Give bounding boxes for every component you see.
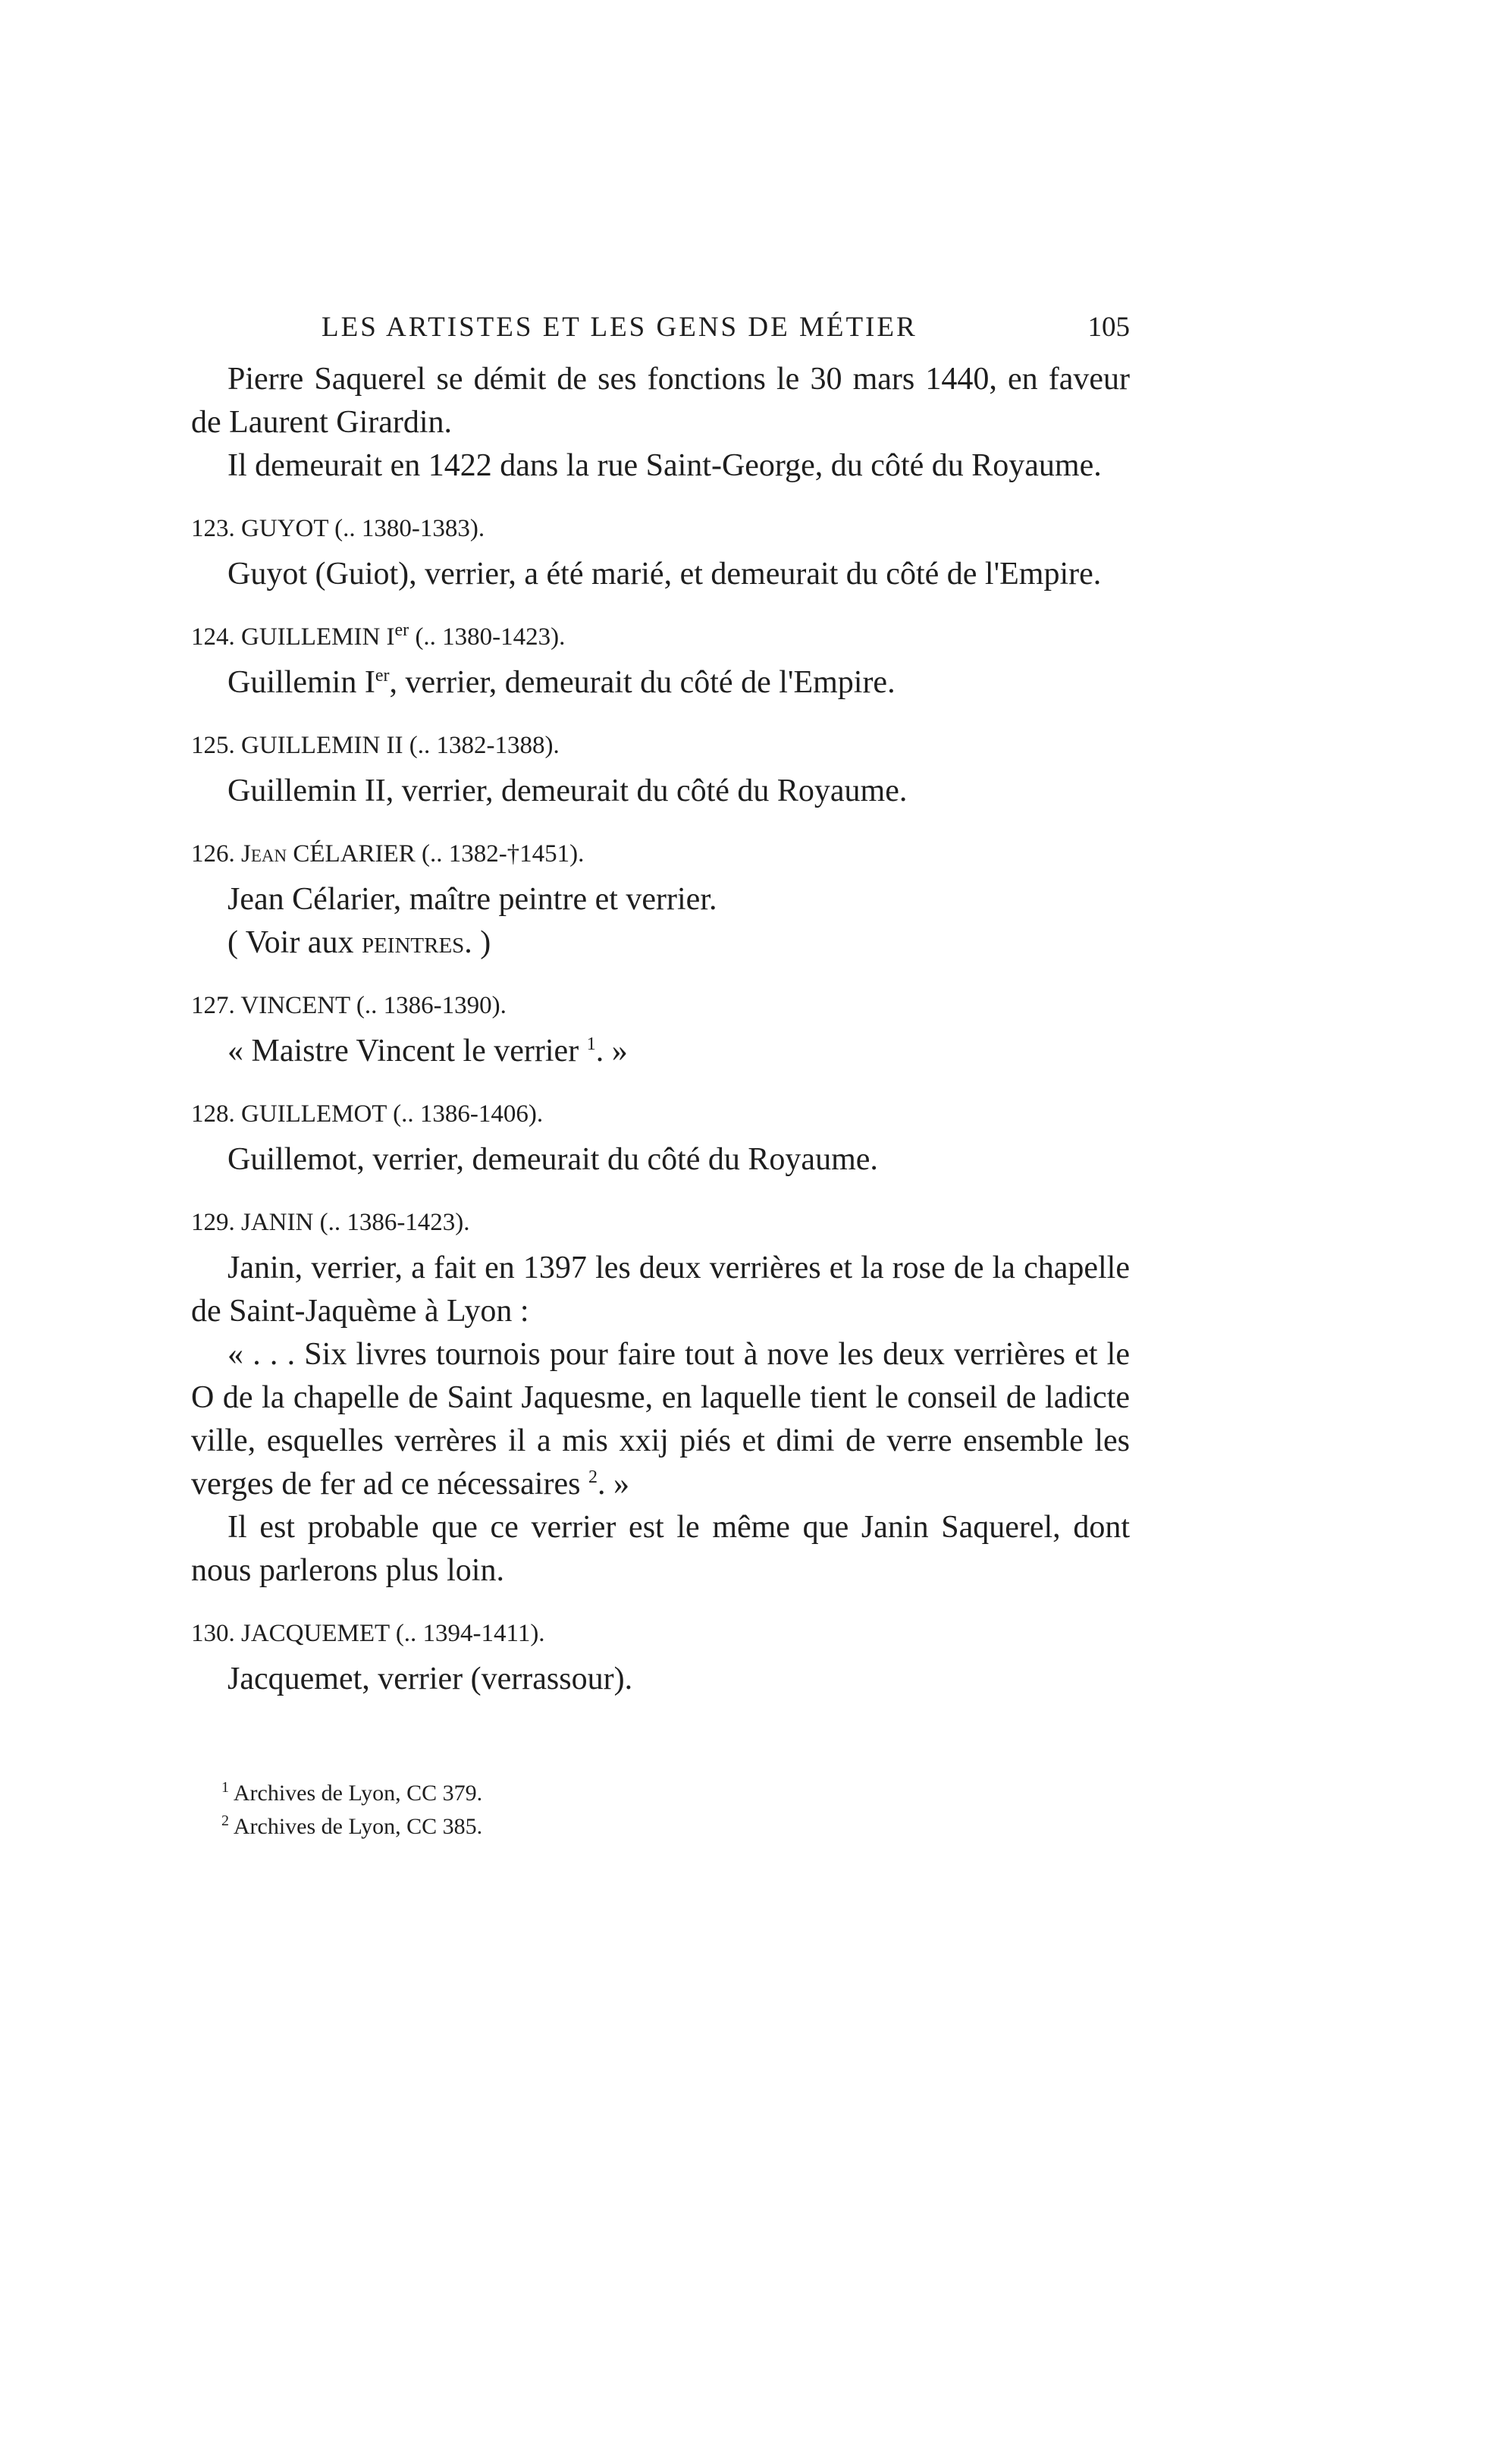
entry-126-text: Jean Célarier, maître peintre et verrier. bbox=[227, 882, 717, 917]
footnote-ref-2: 2 bbox=[588, 1467, 598, 1487]
page bbox=[191, 311, 1130, 1844]
entry-130-heading: 130. JACQUEMET (.. 1394-1411). bbox=[191, 1620, 545, 1647]
entry-126-heading: 126. Jean CÉLARIER (.. 1382-†1451). bbox=[191, 840, 585, 868]
entry-123-text: Guyot (Guiot), verrier, a été marié, et demeurait du côté de l'Empire. bbox=[227, 557, 1102, 592]
entry-124-heading: 124. GUILLEMIN Ier (.. 1380-1423). bbox=[191, 620, 566, 651]
footnotes bbox=[191, 1777, 1130, 1844]
footnote-2: $^2$ Archives de Lyon, CC 385. bbox=[221, 1812, 483, 1839]
entry-124-text: Guillemin Ier, verrier, demeurait du côté de l'Empire. bbox=[227, 665, 896, 700]
footnote-1: $^1$ Archives de Lyon, CC 379. bbox=[221, 1779, 483, 1806]
entry-129-text: Janin, verrier, a fait en 1397 les deux verrières et la rose de la chapelle de Saint-Jaquème à Lyon : bbox=[191, 1251, 1130, 1329]
entry-127-heading: 127. VINCENT (.. 1386-1390). bbox=[191, 992, 507, 1019]
entry-126-crossref: ( Voir aux peintres. ) bbox=[227, 925, 491, 960]
entry-129-quote: « . . . Six livres tournois pour faire tout à nove les deux verrières et le O de la chapelle de Saint Jaquesme, en laquelle tient le conseil de ladicte ville, esquelles verrères il a mis xxij piés et dimi de verre ensemble les verges de fer ad ce nécessaires $^2$. » bbox=[191, 1337, 1130, 1502]
page-number: 105 bbox=[1087, 312, 1130, 343]
entry-127-text: « Maistre Vincent le verrier $^1$. » bbox=[227, 1034, 628, 1069]
entry-128-text: Guillemot, verrier, demeurait du côté du Royaume. bbox=[227, 1142, 878, 1177]
entry-129-heading: 129. JANIN (.. 1386-1423). bbox=[191, 1209, 470, 1236]
entry-128-heading: 128. GUILLEMOT (.. 1386-1406). bbox=[191, 1100, 544, 1128]
running-title: LES ARTISTES ET LES GENS DE MÉTIER bbox=[322, 312, 918, 343]
entry-129-note: Il est probable que ce verrier est le même que Janin Saquerel, dont nous parlerons plus loin. bbox=[191, 1510, 1130, 1588]
running-header bbox=[191, 311, 1130, 358]
entry-130-text: Jacquemet, verrier (verrassour). bbox=[227, 1662, 633, 1696]
entry-123-heading: 123. GUYOT (.. 1380-1383). bbox=[191, 515, 485, 542]
entry-125-heading: 125. GUILLEMIN II (.. 1382-1388). bbox=[191, 732, 560, 759]
intro-paragraph-1: Pierre Saquerel se démit de ses fonctions le 30 mars 1440, en faveur de Laurent Girardin. bbox=[191, 362, 1130, 440]
footnote-ref-1: 1 bbox=[586, 1034, 596, 1054]
intro-paragraph-2: Il demeurait en 1422 dans la rue Saint-George, du côté du Royaume. bbox=[227, 448, 1102, 483]
entry-125-text: Guillemin II, verrier, demeurait du côté du Royaume. bbox=[227, 774, 908, 808]
